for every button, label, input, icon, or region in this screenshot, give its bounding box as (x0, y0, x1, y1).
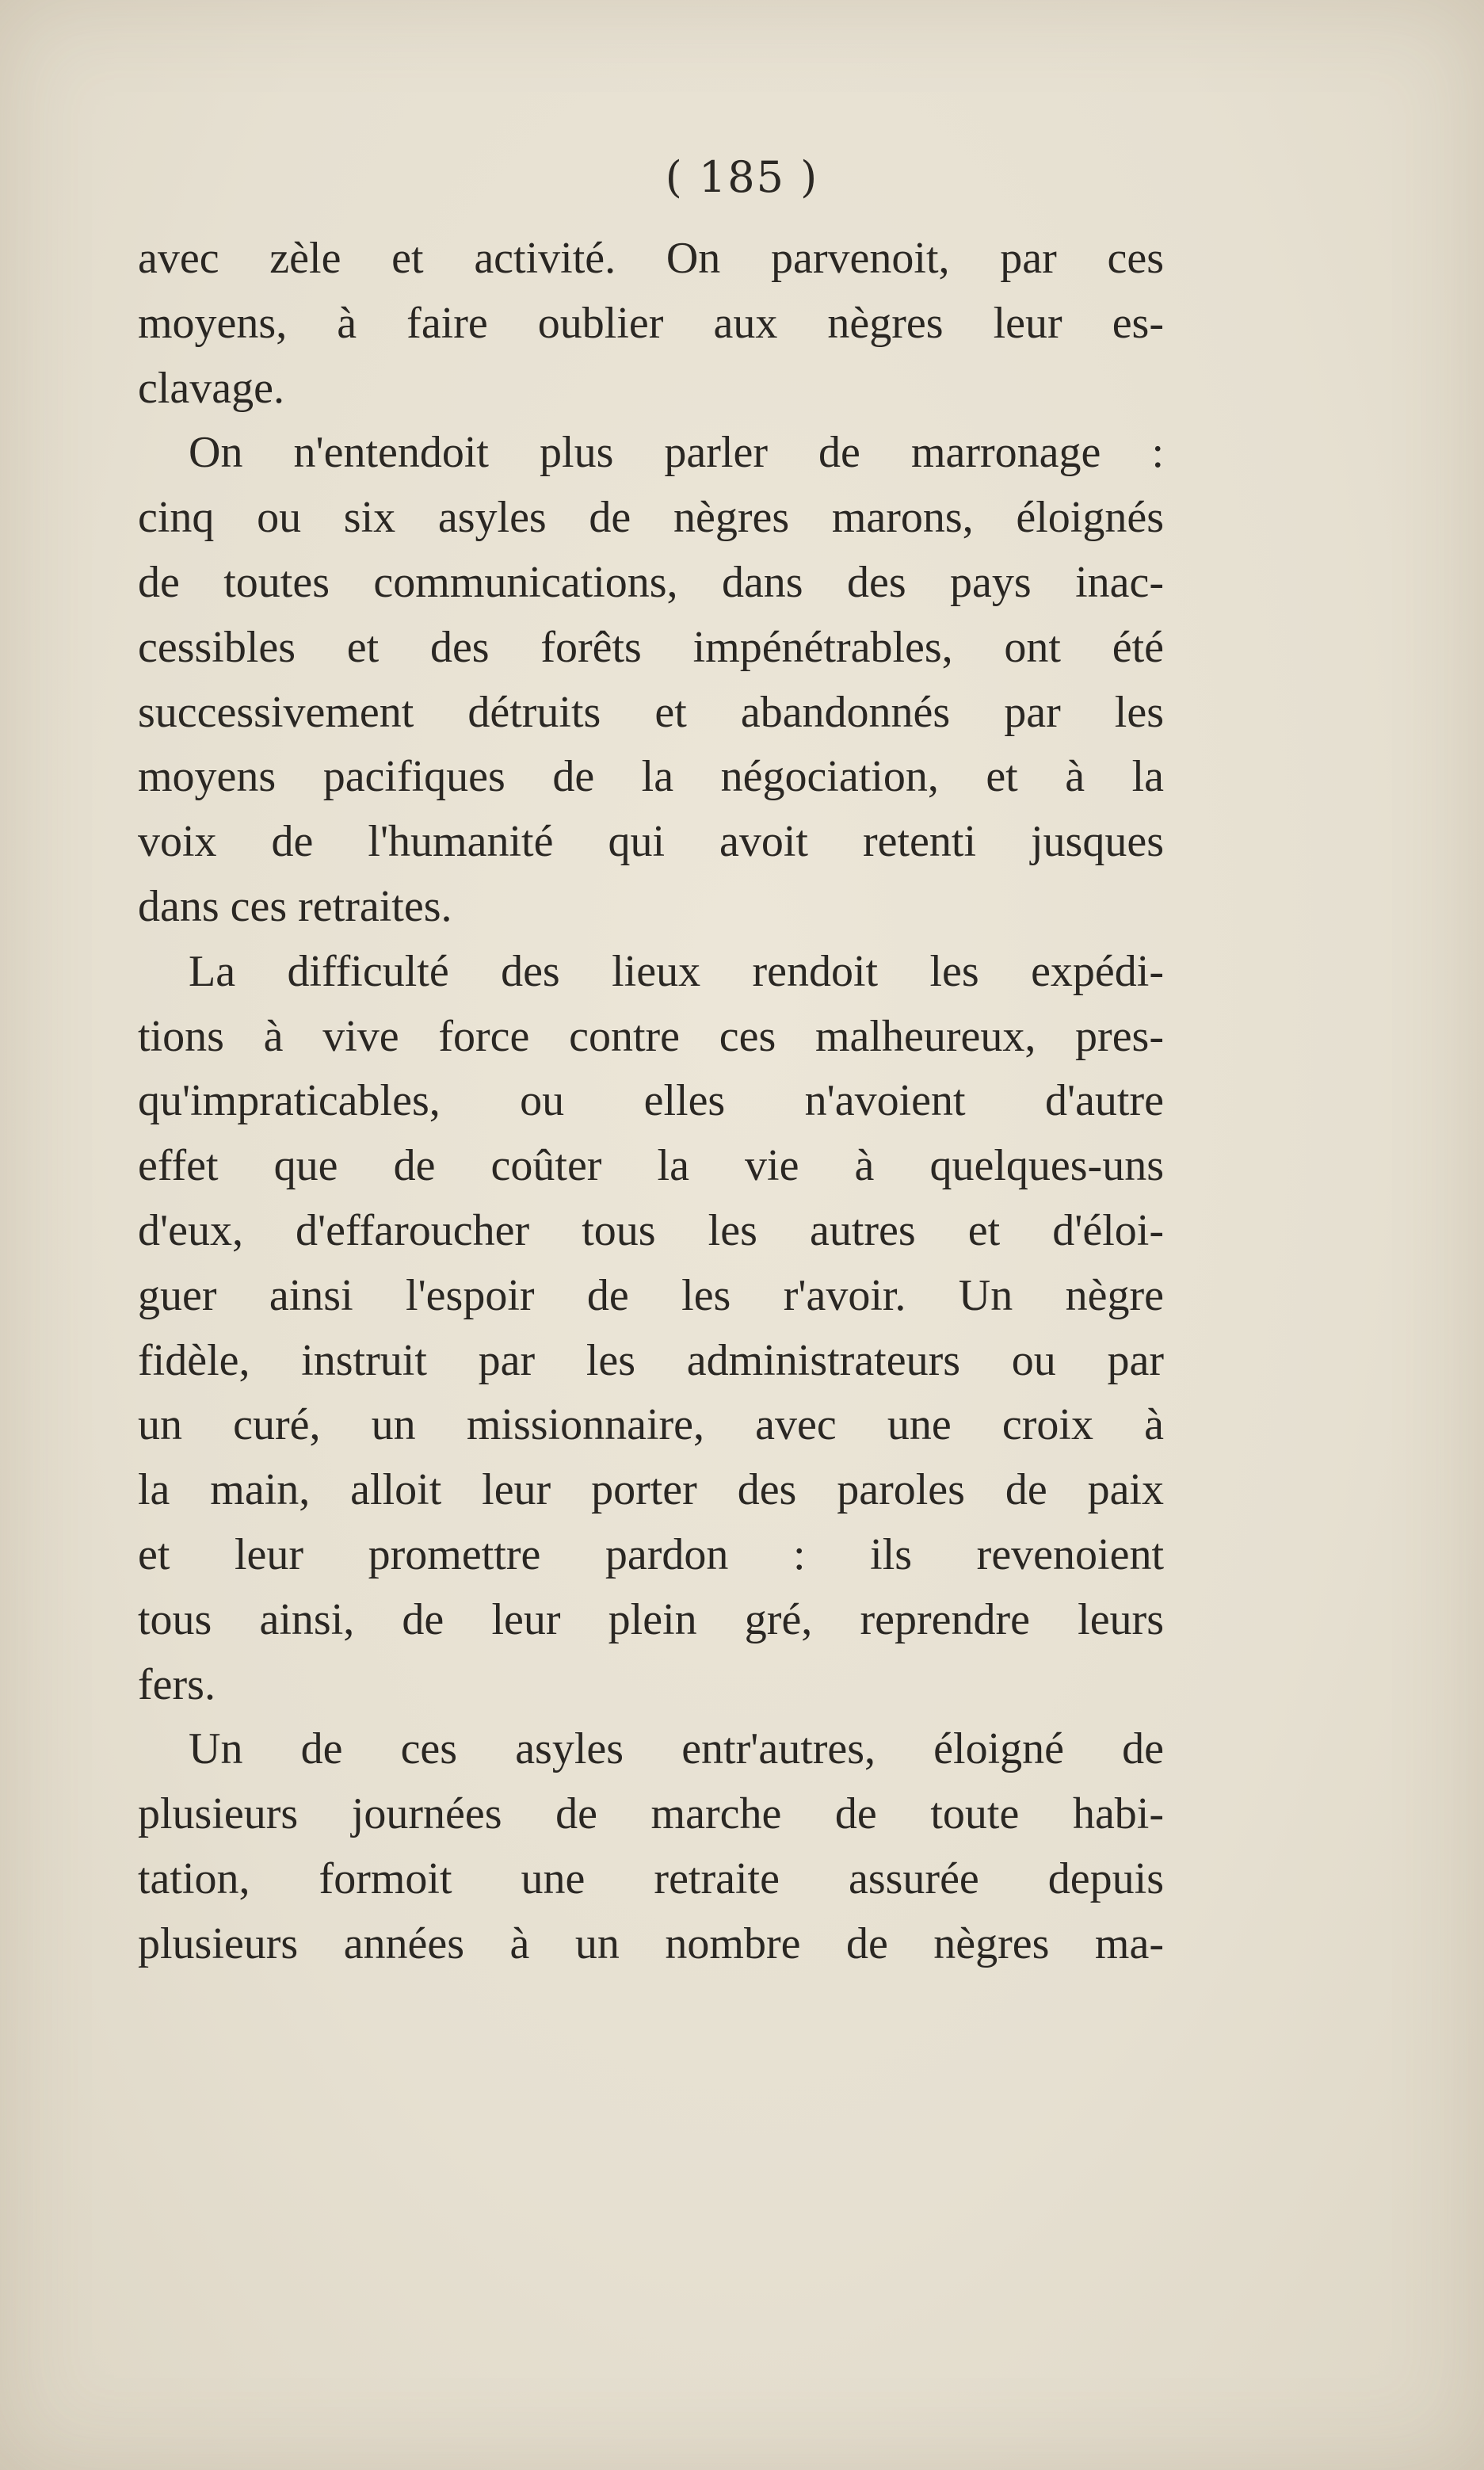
text-line: clavage. (138, 363, 284, 413)
text-line: plusieurs années à un nombre de nègres ma- (138, 1918, 1164, 1968)
text-line: de toutes communications, dans des pays inac- (138, 557, 1164, 607)
body-text (138, 227, 1164, 1977)
text-line: cinq ou six asyles de nègres marons, éloignés (138, 493, 1164, 543)
text-line: tions à vive force contre ces malheureux, pres- (138, 1011, 1164, 1061)
text-line: fidèle, instruit par les administrateurs ou par (138, 1335, 1164, 1385)
text-line: fers. (138, 1659, 216, 1709)
text-line: successivement détruits et abandonnés par les (138, 687, 1164, 737)
text-line: moyens pacifiques de la négociation, et à la (138, 752, 1164, 802)
paragraph-start-line: La difficulté des lieux rendoit les expédi- (189, 946, 1164, 996)
text-line: effet que de coûter la vie à quelques-uns (138, 1141, 1164, 1191)
text-line: un curé, un missionnaire, avec une croix à (138, 1400, 1164, 1450)
paragraph-start-line: Un de ces asyles entr'autres, éloigné de (189, 1724, 1164, 1774)
text-line: guer ainsi l'espoir de les r'avoir. Un nègre (138, 1270, 1164, 1320)
paragraph-start-line: On n'entendoit plus parler de marronage : (189, 428, 1164, 478)
text-line: qu'impraticables, ou elles n'avoient d'autre (138, 1076, 1164, 1126)
text-line: avec zèle et activité. On parvenoit, par ces (138, 234, 1164, 283)
text-line: la main, alloit leur porter des paroles de paix (138, 1465, 1164, 1515)
text-line: cessibles et des forêts impénétrables, ont été (138, 622, 1164, 672)
text-line: tation, formoit une retraite assurée depuis (138, 1853, 1164, 1903)
page-number: ( 185 ) (665, 152, 819, 202)
text-line: voix de l'humanité qui avoit retenti jusques (138, 817, 1164, 867)
text-line: d'eux, d'effaroucher tous les autres et d'éloi- (138, 1205, 1164, 1255)
text-line: dans ces retraites. (138, 881, 452, 931)
text-line: tous ainsi, de leur plein gré, reprendre leurs (138, 1594, 1164, 1644)
text-line: et leur promettre pardon : ils revenoient (138, 1529, 1164, 1579)
text-line: moyens, à faire oublier aux nègres leur es- (138, 298, 1164, 348)
text-line: plusieurs journées de marche de toute habi- (138, 1789, 1164, 1839)
